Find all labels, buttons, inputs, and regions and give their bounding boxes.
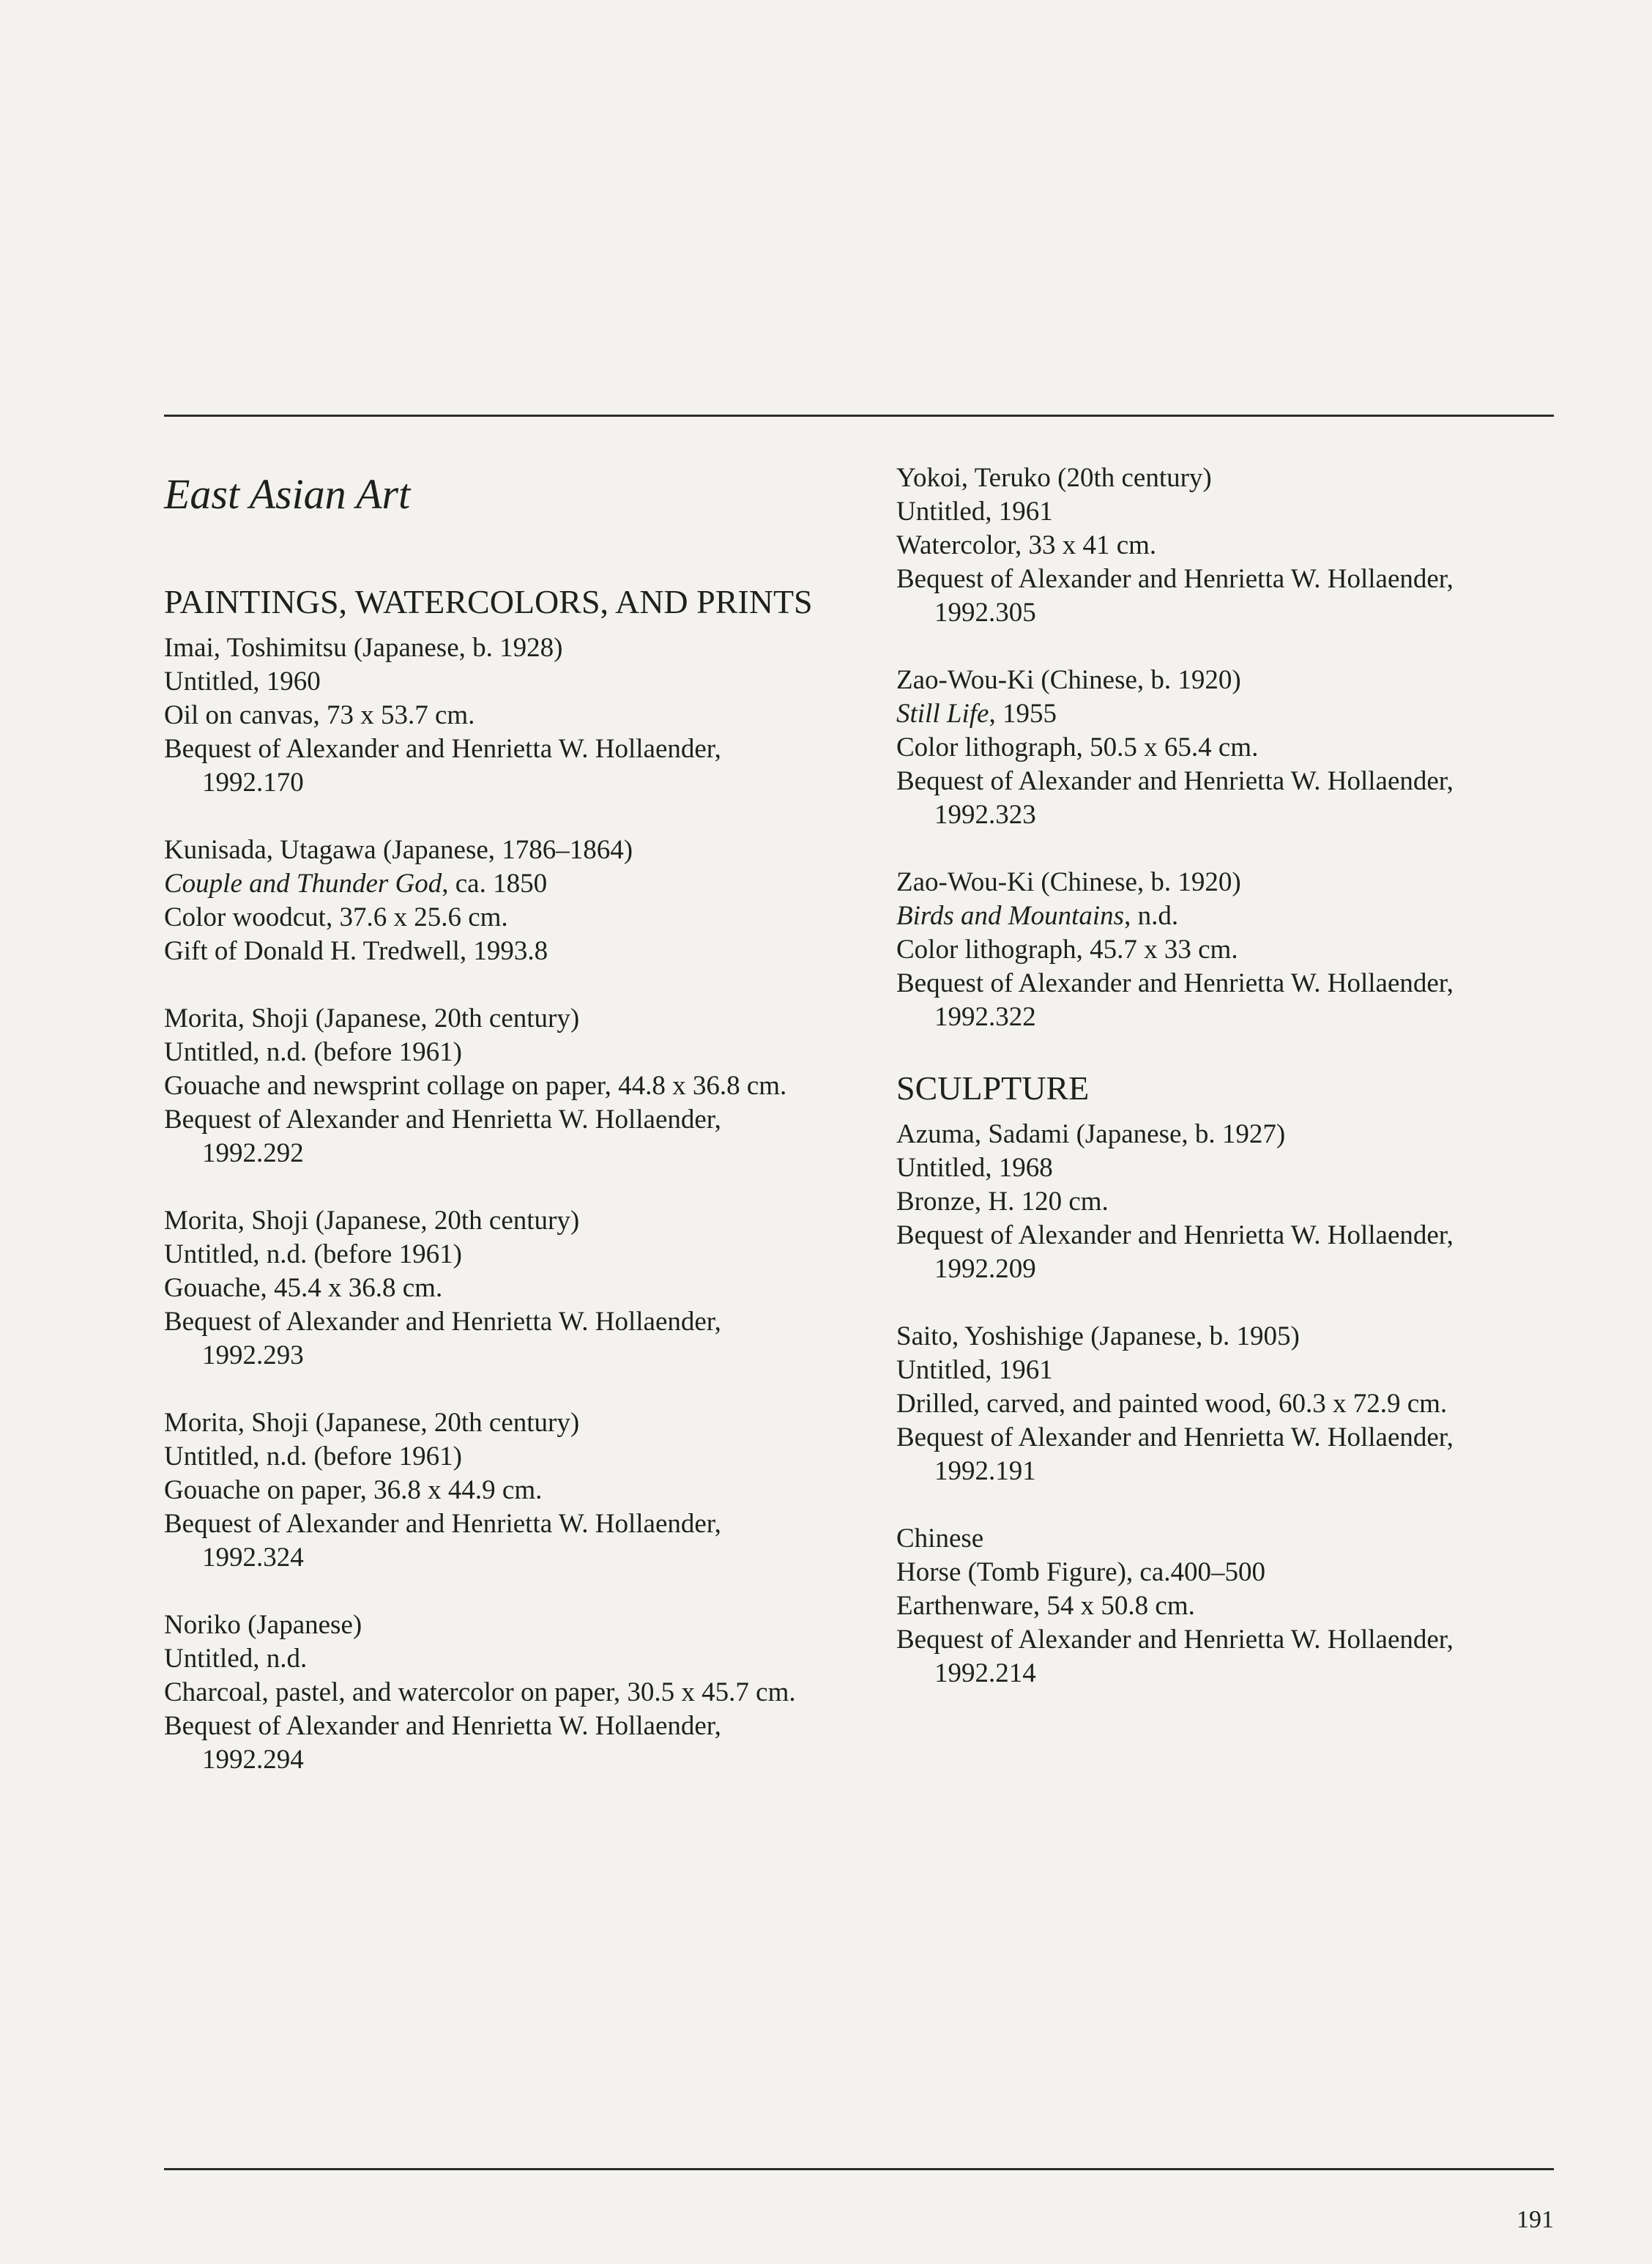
work-title-line: [896, 899, 1555, 933]
work-title-line: [896, 1354, 1555, 1387]
work-title: Couple and Thunder God: [164, 869, 442, 899]
artist: Yokoi, Teruko (20th century): [896, 463, 1212, 493]
work-date: , n.d. (before 1961): [253, 1441, 462, 1471]
work-date: , n.d.: [1124, 901, 1179, 931]
credit-line: Bequest of Alexander and Henrietta W. Hollaender, 1992.324: [164, 1509, 721, 1573]
catalog-entry: [896, 664, 1555, 832]
work-title: Untitled: [164, 1644, 253, 1674]
work-date: , 1960: [253, 667, 321, 697]
catalog-entry: [164, 1204, 823, 1373]
work-title-line: [164, 1036, 823, 1069]
work-title-line: [164, 665, 823, 699]
work-title: Untitled: [164, 1239, 253, 1269]
page-number: 191: [1517, 2206, 1554, 2233]
category-heading-sculpture: SCULPTURE: [896, 1069, 1090, 1107]
work-title-line: [164, 1238, 823, 1272]
catalog-entry: [164, 1002, 823, 1170]
work-title: Untitled: [164, 1441, 253, 1471]
credit-line: Bequest of Alexander and Henrietta W. Hollaender, 1992.214: [896, 1625, 1454, 1688]
work-title-line: [896, 697, 1555, 731]
left-column: [164, 454, 823, 1811]
artist: Morita, Shoji (Japanese, 20th century): [164, 1003, 580, 1033]
artist: Zao-Wou-Ki (Chinese, b. 1920): [896, 867, 1241, 897]
work-date: , 1961: [985, 1355, 1053, 1385]
work-title: Still Life: [896, 699, 989, 729]
artist: Morita, Shoji (Japanese, 20th century): [164, 1408, 580, 1438]
artist: Noriko (Japanese): [164, 1610, 362, 1640]
right-column: [896, 461, 1555, 1724]
work-date: , n.d. (before 1961): [253, 1239, 462, 1269]
catalog-entry: [896, 866, 1555, 1034]
work-title-line: [896, 495, 1555, 529]
catalog-entry: [896, 1320, 1555, 1488]
medium: Bronze, H. 120 cm.: [896, 1187, 1109, 1217]
catalog-entry: [164, 1608, 823, 1777]
bottom-rule: [164, 2168, 1554, 2170]
work-date: , n.d.: [253, 1644, 308, 1674]
medium: Gouache and newsprint collage on paper, 44.8 x 36.8 cm.: [164, 1071, 787, 1101]
medium: Oil on canvas, 73 x 53.7 cm.: [164, 700, 475, 730]
credit-line: Gift of Donald H. Tredwell, 1993.8: [164, 936, 548, 966]
credit-line: Bequest of Alexander and Henrietta W. Hollaender, 1992.209: [896, 1220, 1454, 1284]
catalog-entry: [164, 834, 823, 968]
work-title-line: [164, 1440, 823, 1474]
medium: Color lithograph, 45.7 x 33 cm.: [896, 935, 1238, 965]
catalog-entry: [896, 1118, 1555, 1286]
credit-line: Bequest of Alexander and Henrietta W. Hollaender, 1992.294: [164, 1711, 721, 1775]
work-title-line: [896, 1151, 1555, 1185]
catalog-entry: [164, 631, 823, 800]
work-title: Untitled: [896, 1153, 986, 1183]
work-date: , ca.400–500: [1125, 1557, 1266, 1587]
medium: Charcoal, pastel, and watercolor on paper, 30.5 x 45.7 cm.: [164, 1677, 796, 1707]
medium: Gouache on paper, 36.8 x 44.9 cm.: [164, 1475, 543, 1505]
catalog-entry: [896, 1522, 1555, 1690]
medium: Gouache, 45.4 x 36.8 cm.: [164, 1273, 443, 1303]
top-rule: [164, 415, 1554, 417]
category-heading-paintings: PAINTINGS, WATERCOLORS, AND PRINTS: [164, 583, 813, 620]
work-title-line: [164, 867, 823, 901]
work-title: Horse (Tomb Figure): [896, 1557, 1126, 1587]
credit-line: Bequest of Alexander and Henrietta W. Hollaender, 1992.292: [164, 1105, 721, 1168]
medium: Watercolor, 33 x 41 cm.: [896, 530, 1157, 560]
work-date: , n.d. (before 1961): [253, 1037, 462, 1067]
artist: Azuma, Sadami (Japanese, b. 1927): [896, 1119, 1286, 1149]
catalog-entry: [896, 461, 1555, 630]
work-title: Untitled: [896, 497, 986, 527]
medium: Earthenware, 54 x 50.8 cm.: [896, 1591, 1195, 1621]
artist: Imai, Toshimitsu (Japanese, b. 1928): [164, 633, 563, 663]
credit-line: Bequest of Alexander and Henrietta W. Hollaender, 1992.293: [164, 1307, 721, 1370]
credit-line: Bequest of Alexander and Henrietta W. Hollaender, 1992.323: [896, 766, 1454, 830]
work-date: , ca. 1850: [442, 869, 548, 899]
work-title: Untitled: [164, 1037, 253, 1067]
section-title: East Asian Art: [164, 470, 411, 518]
work-title: Untitled: [896, 1355, 986, 1385]
credit-line: Bequest of Alexander and Henrietta W. Hollaender, 1992.322: [896, 968, 1454, 1032]
work-title: Untitled: [164, 667, 253, 697]
credit-line: Bequest of Alexander and Henrietta W. Hollaender, 1992.170: [164, 734, 721, 798]
credit-line: Bequest of Alexander and Henrietta W. Hollaender, 1992.305: [896, 564, 1454, 628]
work-title-line: [896, 1556, 1555, 1589]
work-date: , 1968: [985, 1153, 1053, 1183]
artist: Saito, Yoshishige (Japanese, b. 1905): [896, 1321, 1300, 1351]
medium: Color lithograph, 50.5 x 65.4 cm.: [896, 732, 1259, 762]
work-title-line: [164, 1642, 823, 1676]
medium: Drilled, carved, and painted wood, 60.3 x 72.9 cm.: [896, 1389, 1448, 1419]
medium: Color woodcut, 37.6 x 25.6 cm.: [164, 902, 508, 932]
artist: Chinese: [896, 1523, 984, 1554]
catalog-entry: [164, 1406, 823, 1575]
work-title: Birds and Mountains: [896, 901, 1125, 931]
artist: Zao-Wou-Ki (Chinese, b. 1920): [896, 665, 1241, 695]
artist: Kunisada, Utagawa (Japanese, 1786–1864): [164, 835, 633, 865]
artist: Morita, Shoji (Japanese, 20th century): [164, 1206, 580, 1236]
work-date: , 1955: [989, 699, 1057, 729]
credit-line: Bequest of Alexander and Henrietta W. Hollaender, 1992.191: [896, 1422, 1454, 1486]
work-date: , 1961: [985, 497, 1053, 527]
